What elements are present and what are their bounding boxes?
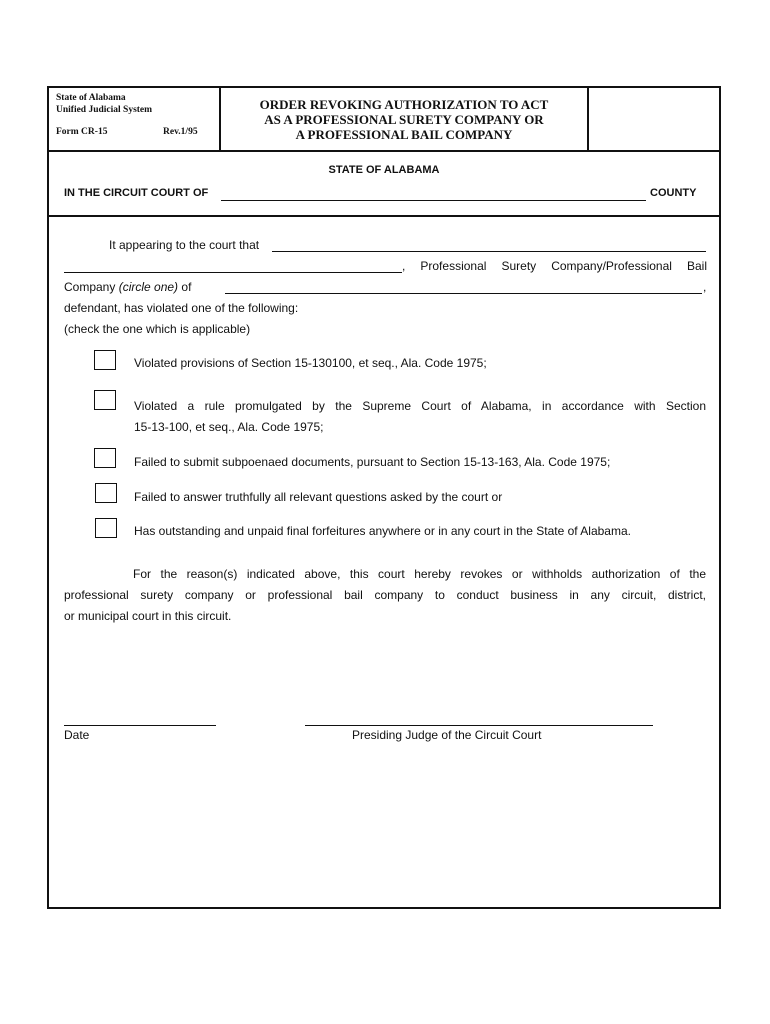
revision: Rev.1/95 xyxy=(163,127,198,137)
company-name-field[interactable] xyxy=(64,272,402,273)
circuit-court-label: IN THE CIRCUIT COURT OF xyxy=(64,187,209,199)
order-text-line2: professional surety company or professional bail company to conduct business in any circuit, district, xyxy=(64,588,706,602)
of-word: of xyxy=(181,280,192,294)
comma: , xyxy=(703,280,707,294)
check-note: (check the one which is applicable) xyxy=(64,322,251,336)
intro-text: It appearing to the court that xyxy=(109,238,260,252)
option3-text: Failed to submit subpoenaed documents, pursuant to Section 15-13-163, Ala. Code 1975; xyxy=(134,455,611,469)
company-word: Company xyxy=(64,280,116,294)
header-divider xyxy=(49,150,719,152)
option2-text-line2: 15-13-100, et seq., Ala. Code 1975; xyxy=(134,420,324,434)
judge-label: Presiding Judge of the Circuit Court xyxy=(352,728,542,742)
option2-checkbox[interactable] xyxy=(94,390,116,410)
option3-checkbox[interactable] xyxy=(94,448,116,468)
option5-text: Has outstanding and unpaid final forfeitures anywhere or in any court in the State of Alabama. xyxy=(134,524,631,538)
date-field[interactable] xyxy=(64,725,216,726)
company-type-text: , Professional Surety Company/Professional Bail xyxy=(402,259,707,273)
form-number: Form CR-15 xyxy=(56,127,108,137)
judge-signature-field[interactable] xyxy=(305,725,653,726)
defendant-name-field[interactable] xyxy=(225,293,702,294)
title-line3: A PROFESSIONAL BAIL COMPANY xyxy=(295,127,513,142)
county-label: COUNTY xyxy=(650,187,697,199)
option1-checkbox[interactable] xyxy=(94,350,116,370)
section-divider xyxy=(49,215,719,217)
option2-text-line1: Violated a rule promulgated by the Supreme Court of Alabama, in accordance with Section xyxy=(134,399,706,413)
form-title xyxy=(221,88,589,150)
company-label xyxy=(64,280,191,294)
option1-text: Violated provisions of Section 15-130100, et seq., Ala. Code 1975; xyxy=(134,356,487,370)
title-line2: AS A PROFESSIONAL SURETY COMPANY OR xyxy=(264,112,544,127)
order-text-line3: or municipal court in this circuit. xyxy=(64,609,232,623)
org-line1: State of Alabama xyxy=(56,93,126,103)
date-label: Date xyxy=(64,728,90,742)
defendant-text: defendant, has violated one of the following: xyxy=(64,301,299,315)
order-form xyxy=(47,86,721,909)
surety-name-field[interactable] xyxy=(272,251,706,252)
state-heading: STATE OF ALABAMA xyxy=(328,164,440,176)
form-header-info xyxy=(49,88,221,150)
circle-one-note: (circle one) xyxy=(118,280,179,294)
org-line2: Unified Judicial System xyxy=(56,105,153,115)
county-name-field[interactable] xyxy=(221,200,646,201)
title-line1: ORDER REVOKING AUTHORIZATION TO ACT xyxy=(259,97,549,112)
option4-checkbox[interactable] xyxy=(95,483,117,503)
order-text-line1: For the reason(s) indicated above, this court hereby revokes or withholds authorization of the xyxy=(133,567,706,581)
option5-checkbox[interactable] xyxy=(95,518,117,538)
option4-text: Failed to answer truthfully all relevant questions asked by the court or xyxy=(134,490,503,504)
